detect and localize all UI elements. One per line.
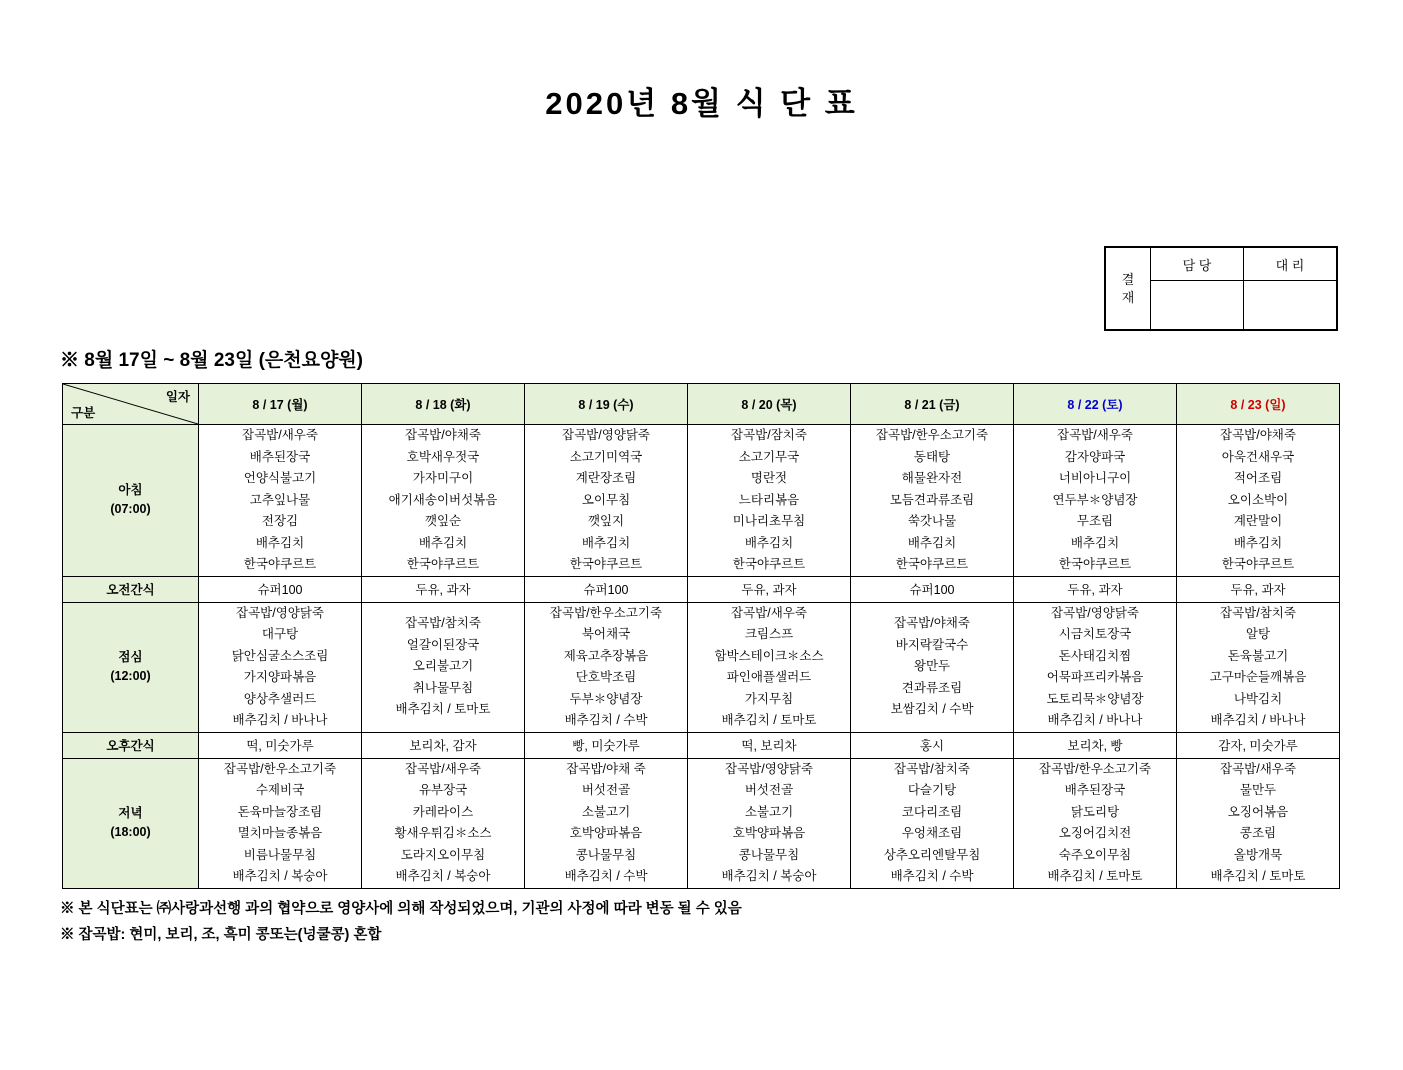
menu-item: 멸치마늘종볶음 <box>237 826 323 840</box>
day-header-label: 8 / 23 (일) <box>1230 398 1286 412</box>
page-title: 2020년 8월 식 단 표 <box>545 86 858 121</box>
menu-item: 한국야쿠르트 <box>406 557 480 571</box>
meal-time: (07:00) <box>110 502 151 517</box>
menu-item: 오리불고기 <box>412 659 474 674</box>
menu-table <box>62 383 1340 889</box>
day-header-2 <box>525 384 688 425</box>
table-row <box>63 758 1340 888</box>
menu-item: 너비아니구이 <box>1058 471 1132 485</box>
snack-cell: 슈퍼100 <box>525 576 688 602</box>
approval-signature-cell[interactable] <box>1151 281 1244 330</box>
meal-cell <box>1177 602 1340 732</box>
menu-item: 계란장조림 <box>575 471 637 485</box>
menu-item: 한국야쿠르트 <box>1058 557 1132 571</box>
menu-item: 잡곡밥/새우죽 <box>1220 761 1296 776</box>
menu-item: 오이소박이 <box>1227 492 1289 507</box>
meal-cell <box>1014 425 1177 577</box>
menu-item: 명란젓 <box>750 471 788 485</box>
menu-item: 상추오리엔탈무침 <box>883 847 981 862</box>
menu-item: 소불고기 <box>581 804 631 819</box>
snack-cell: 떡, 미숫가루 <box>199 732 362 758</box>
meal-name: 저녁 <box>118 806 143 820</box>
snack-cell: 떡, 보리차 <box>688 732 851 758</box>
menu-item: 잡곡밥/새우죽 <box>1057 428 1133 442</box>
menu-item: 잡곡밥/한우소고기죽 <box>549 605 663 620</box>
menu-item: 잡곡밥/한우소고기죽 <box>223 761 337 776</box>
snack-cell: 슈퍼100 <box>199 576 362 602</box>
snack-cell: 보리차, 빵 <box>1014 732 1177 758</box>
day-header-4 <box>851 384 1014 425</box>
menu-item: 보쌈김치 / 수박 <box>890 702 974 717</box>
menu-item: 얼갈이된장국 <box>406 637 480 652</box>
day-header-label: 8 / 18 (화) <box>415 398 471 412</box>
menu-item: 깻잎지 <box>587 514 625 528</box>
meal-cell <box>525 425 688 577</box>
menu-item: 호박새우젓국 <box>406 449 480 464</box>
snack-cell: 감자, 미숫가루 <box>1177 732 1340 758</box>
menu-item: 잡곡밥/한우소고기죽 <box>875 428 989 442</box>
menu-item: 배추김치 / 수박 <box>564 869 648 883</box>
menu-item: 해물완자전 <box>901 471 963 485</box>
menu-item: 애기새송이버섯볶음 <box>388 492 498 507</box>
menu-item: 잡곡밥/야채 죽 <box>566 761 646 776</box>
menu-item: 소불고기 <box>744 804 794 819</box>
meal-cell <box>1177 758 1340 888</box>
menu-item: 두부＊양념장 <box>569 691 643 706</box>
corner-type-label: 구분 <box>71 406 96 420</box>
snack-cell: 두유, 과자 <box>688 576 851 602</box>
menu-item: 배추김치 / 수박 <box>890 869 974 883</box>
menu-item: 쑥갓나물 <box>907 514 957 528</box>
menu-item: 북어채국 <box>581 627 631 641</box>
menu-item: 도토리묵＊양념장 <box>1046 691 1144 706</box>
approval-signature-cell[interactable] <box>1244 281 1337 330</box>
menu-item: 미나리초무침 <box>732 514 806 528</box>
menu-item: 바지락칼국수 <box>895 637 969 652</box>
meal-cell <box>362 425 525 577</box>
day-header-6 <box>1177 384 1340 425</box>
menu-item: 견과류조림 <box>901 680 963 695</box>
meal-cell <box>525 602 688 732</box>
menu-item: 배추김치 <box>255 535 305 550</box>
menu-item: 가지무침 <box>744 691 794 706</box>
menu-item: 다슬기탕 <box>907 783 957 797</box>
menu-item: 제육고추장볶음 <box>563 648 649 663</box>
approval-box <box>1104 246 1338 331</box>
menu-document-page <box>0 78 1403 1070</box>
menu-item: 배추김치 / 복숭아 <box>721 869 817 883</box>
approval-label-line2: 재 <box>1121 289 1135 305</box>
day-header-label: 8 / 19 (수) <box>578 398 634 412</box>
menu-item: 잡곡밥/야채죽 <box>1220 428 1296 442</box>
menu-item: 적어조림 <box>1233 471 1283 485</box>
menu-item: 한국야쿠르트 <box>243 557 317 571</box>
menu-item: 잡곡밥/잠치죽 <box>731 428 807 442</box>
menu-item: 고추잎나물 <box>249 492 311 507</box>
menu-item: 황새우튀김＊소스 <box>394 826 492 840</box>
meal-cell <box>688 425 851 577</box>
menu-item: 알탕 <box>1245 627 1271 641</box>
menu-item: 배추김치 / 토마토 <box>721 713 817 727</box>
meal-cell <box>851 425 1014 577</box>
table-row <box>63 602 1340 732</box>
meal-cell <box>362 758 525 888</box>
meal-cell <box>688 602 851 732</box>
menu-item: 시금치토장국 <box>1058 627 1132 641</box>
approval-label <box>1106 248 1151 330</box>
table-header-row <box>63 384 1340 425</box>
menu-item: 올방개묵 <box>1233 847 1283 862</box>
menu-item: 잡곡밥/한우소고기죽 <box>1038 761 1152 776</box>
menu-item: 우엉채조림 <box>901 826 963 840</box>
menu-item: 물만두 <box>1239 783 1277 797</box>
day-header-label: 8 / 22 (토) <box>1067 398 1123 412</box>
meal-time: (18:00) <box>110 825 151 839</box>
snack-cell: 두유, 과자 <box>1014 576 1177 602</box>
menu-item: 함박스테이크＊소스 <box>714 648 824 663</box>
menu-item: 잡곡밥/야채죽 <box>405 428 481 442</box>
menu-item: 오징어김치전 <box>1058 826 1132 840</box>
table-corner-header <box>63 384 199 425</box>
menu-item: 배추김치 <box>1233 535 1283 550</box>
table-row <box>63 425 1340 577</box>
menu-item: 잡곡밥/참치죽 <box>1220 605 1296 620</box>
meal-row-label <box>63 425 199 577</box>
menu-item: 배추김치 / 토마토 <box>395 702 491 717</box>
menu-item: 콩조림 <box>1239 826 1277 840</box>
snack-cell: 빵, 미숫가루 <box>525 732 688 758</box>
menu-item: 카레라이스 <box>412 804 474 819</box>
menu-item: 한국야쿠르트 <box>569 557 643 571</box>
meal-row-label <box>63 602 199 732</box>
menu-item: 버섯전골 <box>744 783 794 797</box>
menu-item: 언양식불고기 <box>243 471 317 485</box>
day-header-1 <box>362 384 525 425</box>
snack-cell: 두유, 과자 <box>362 576 525 602</box>
menu-item: 고구마순들깨볶음 <box>1209 670 1307 684</box>
menu-item: 배추김치 / 복숭아 <box>232 869 328 883</box>
menu-item: 호박양파볶음 <box>732 826 806 840</box>
menu-item: 무조림 <box>1076 514 1114 528</box>
menu-item: 닭안심굴소스조림 <box>231 648 329 663</box>
menu-item: 모듬견과류조림 <box>889 492 975 507</box>
menu-item: 닭도리탕 <box>1070 804 1120 819</box>
menu-item: 잡곡밥/영양닭죽 <box>725 761 813 776</box>
meal-row-label <box>63 758 199 888</box>
menu-item: 왕만두 <box>913 659 951 674</box>
menu-item: 비름나물무침 <box>243 847 317 862</box>
day-header-label: 8 / 21 (금) <box>904 398 960 412</box>
snack-row-label: 오전간식 <box>63 576 199 602</box>
menu-item: 배추김치 / 바나나 <box>232 713 328 727</box>
menu-item: 유부장국 <box>418 783 468 797</box>
menu-item: 배추된장국 <box>249 449 311 464</box>
day-header-label: 8 / 17 (월) <box>252 398 308 412</box>
corner-date-label: 일자 <box>165 390 190 404</box>
meal-cell <box>199 758 362 888</box>
meal-cell <box>199 425 362 577</box>
menu-item: 호박양파볶음 <box>569 826 643 840</box>
approval-column-header: 대 리 <box>1244 248 1337 281</box>
menu-item: 배추된장국 <box>1064 783 1126 797</box>
meal-cell <box>199 602 362 732</box>
menu-item: 한국야쿠르트 <box>895 557 969 571</box>
snack-cell: 보리차, 감자 <box>362 732 525 758</box>
menu-item: 잡곡밥/새우죽 <box>405 761 481 776</box>
menu-item: 숙주오이무침 <box>1058 847 1132 862</box>
menu-item: 잡곡밥/새우죽 <box>731 605 807 620</box>
menu-item: 감자양파국 <box>1064 449 1126 464</box>
menu-item: 아욱건새우국 <box>1221 449 1295 464</box>
table-row <box>63 576 1340 602</box>
meal-cell <box>851 758 1014 888</box>
day-header-5 <box>1014 384 1177 425</box>
menu-item: 단호박조림 <box>575 670 637 684</box>
menu-item: 연두부＊양념장 <box>1052 492 1138 507</box>
menu-item: 오이무침 <box>581 492 631 507</box>
menu-item: 동태탕 <box>913 449 951 464</box>
menu-item: 배추김치 <box>418 535 468 550</box>
menu-item: 돈육마늘장조림 <box>237 804 323 819</box>
approval-column-header: 담 당 <box>1151 248 1244 281</box>
menu-item: 배추김치 / 바나나 <box>1210 713 1306 727</box>
menu-item: 전장김 <box>261 514 299 528</box>
snack-cell: 두유, 과자 <box>1177 576 1340 602</box>
snack-cell: 슈퍼100 <box>851 576 1014 602</box>
menu-item: 배추김치 / 바나나 <box>1047 713 1143 727</box>
menu-item: 취나물무침 <box>412 680 474 695</box>
menu-item: 한국야쿠르트 <box>732 557 806 571</box>
day-header-label: 8 / 20 (목) <box>741 398 797 412</box>
meal-cell <box>851 602 1014 732</box>
menu-item: 양상추샐러드 <box>243 691 317 706</box>
menu-item: 소고기미역국 <box>569 449 643 464</box>
menu-item: 콩나물무침 <box>738 847 800 862</box>
menu-item: 코다리조림 <box>901 804 963 819</box>
menu-item: 파인애플샐러드 <box>726 670 812 684</box>
menu-item: 계란말이 <box>1233 514 1283 528</box>
menu-item: 잡곡밥/야채죽 <box>894 616 970 631</box>
menu-item: 잡곡밥/새우죽 <box>242 428 318 442</box>
menu-item: 잡곡밥/참치죽 <box>894 761 970 776</box>
meal-time: (12:00) <box>110 669 151 683</box>
approval-label-line1: 결 <box>1121 271 1135 287</box>
meal-cell <box>525 758 688 888</box>
menu-item: 배추김치 / 수박 <box>564 713 648 727</box>
meal-cell <box>1014 758 1177 888</box>
meal-cell <box>1014 602 1177 732</box>
footnote-line: ※ 잡곡밥: 현미, 보리, 조, 흑미 콩또는(넝쿨콩) 혼합 <box>60 927 382 943</box>
menu-item: 느타리볶음 <box>738 492 800 507</box>
menu-item: 대구탕 <box>261 627 299 641</box>
menu-item: 크림스프 <box>744 627 794 641</box>
meal-name: 아침 <box>118 483 143 498</box>
day-header-0 <box>199 384 362 425</box>
menu-item: 배추김치 / 복숭아 <box>395 869 491 883</box>
menu-item: 돈육불고기 <box>1227 648 1289 663</box>
menu-item: 버섯전골 <box>581 783 631 797</box>
menu-item: 나박김치 <box>1233 691 1283 706</box>
menu-item: 돈사태김치찜 <box>1058 648 1132 663</box>
meal-name: 점심 <box>118 650 143 664</box>
snack-cell: 홍시 <box>851 732 1014 758</box>
meal-cell <box>1177 425 1340 577</box>
menu-item: 배추김치 <box>1070 535 1120 550</box>
menu-item: 소고기무국 <box>738 449 800 464</box>
table-row <box>63 732 1340 758</box>
menu-item: 가지양파볶음 <box>243 670 317 684</box>
menu-item: 어묵파프리카볶음 <box>1046 670 1144 684</box>
menu-item: 잡곡밥/영양닭죽 <box>236 605 324 620</box>
meal-cell <box>362 602 525 732</box>
menu-item: 배추김치 <box>744 535 794 550</box>
menu-item: 도라지오이무침 <box>400 847 486 862</box>
menu-item: 배추김치 <box>907 535 957 550</box>
day-header-3 <box>688 384 851 425</box>
menu-item: 배추김치 <box>581 535 631 550</box>
period-range: ※ 8월 17일 ~ 8월 23일 (은천요양원) <box>60 350 364 371</box>
snack-row-label: 오후간식 <box>63 732 199 758</box>
menu-item: 잡곡밥/참치죽 <box>405 616 481 631</box>
footnote-line: ※ 본 식단표는 ㈜사랑과선행 과의 협약으로 영양사에 의해 작성되었으며, 기관의 사정에 따라 변동 될 수 있음 <box>60 901 742 917</box>
menu-item: 가자미구이 <box>412 471 474 485</box>
menu-item: 콩나물무침 <box>575 847 637 862</box>
menu-item: 수제비국 <box>255 783 305 797</box>
menu-item: 잡곡밥/영양닭죽 <box>1051 605 1139 620</box>
menu-item: 배추김치 / 토마토 <box>1210 869 1306 883</box>
menu-item: 한국야쿠르트 <box>1221 557 1295 571</box>
menu-item: 잡곡밥/영양닭죽 <box>562 428 650 442</box>
meal-cell <box>688 758 851 888</box>
menu-item: 깻잎순 <box>424 514 462 528</box>
menu-item: 배추김치 / 토마토 <box>1047 869 1143 883</box>
footnotes <box>60 896 742 948</box>
menu-item: 오징어볶음 <box>1227 804 1289 819</box>
